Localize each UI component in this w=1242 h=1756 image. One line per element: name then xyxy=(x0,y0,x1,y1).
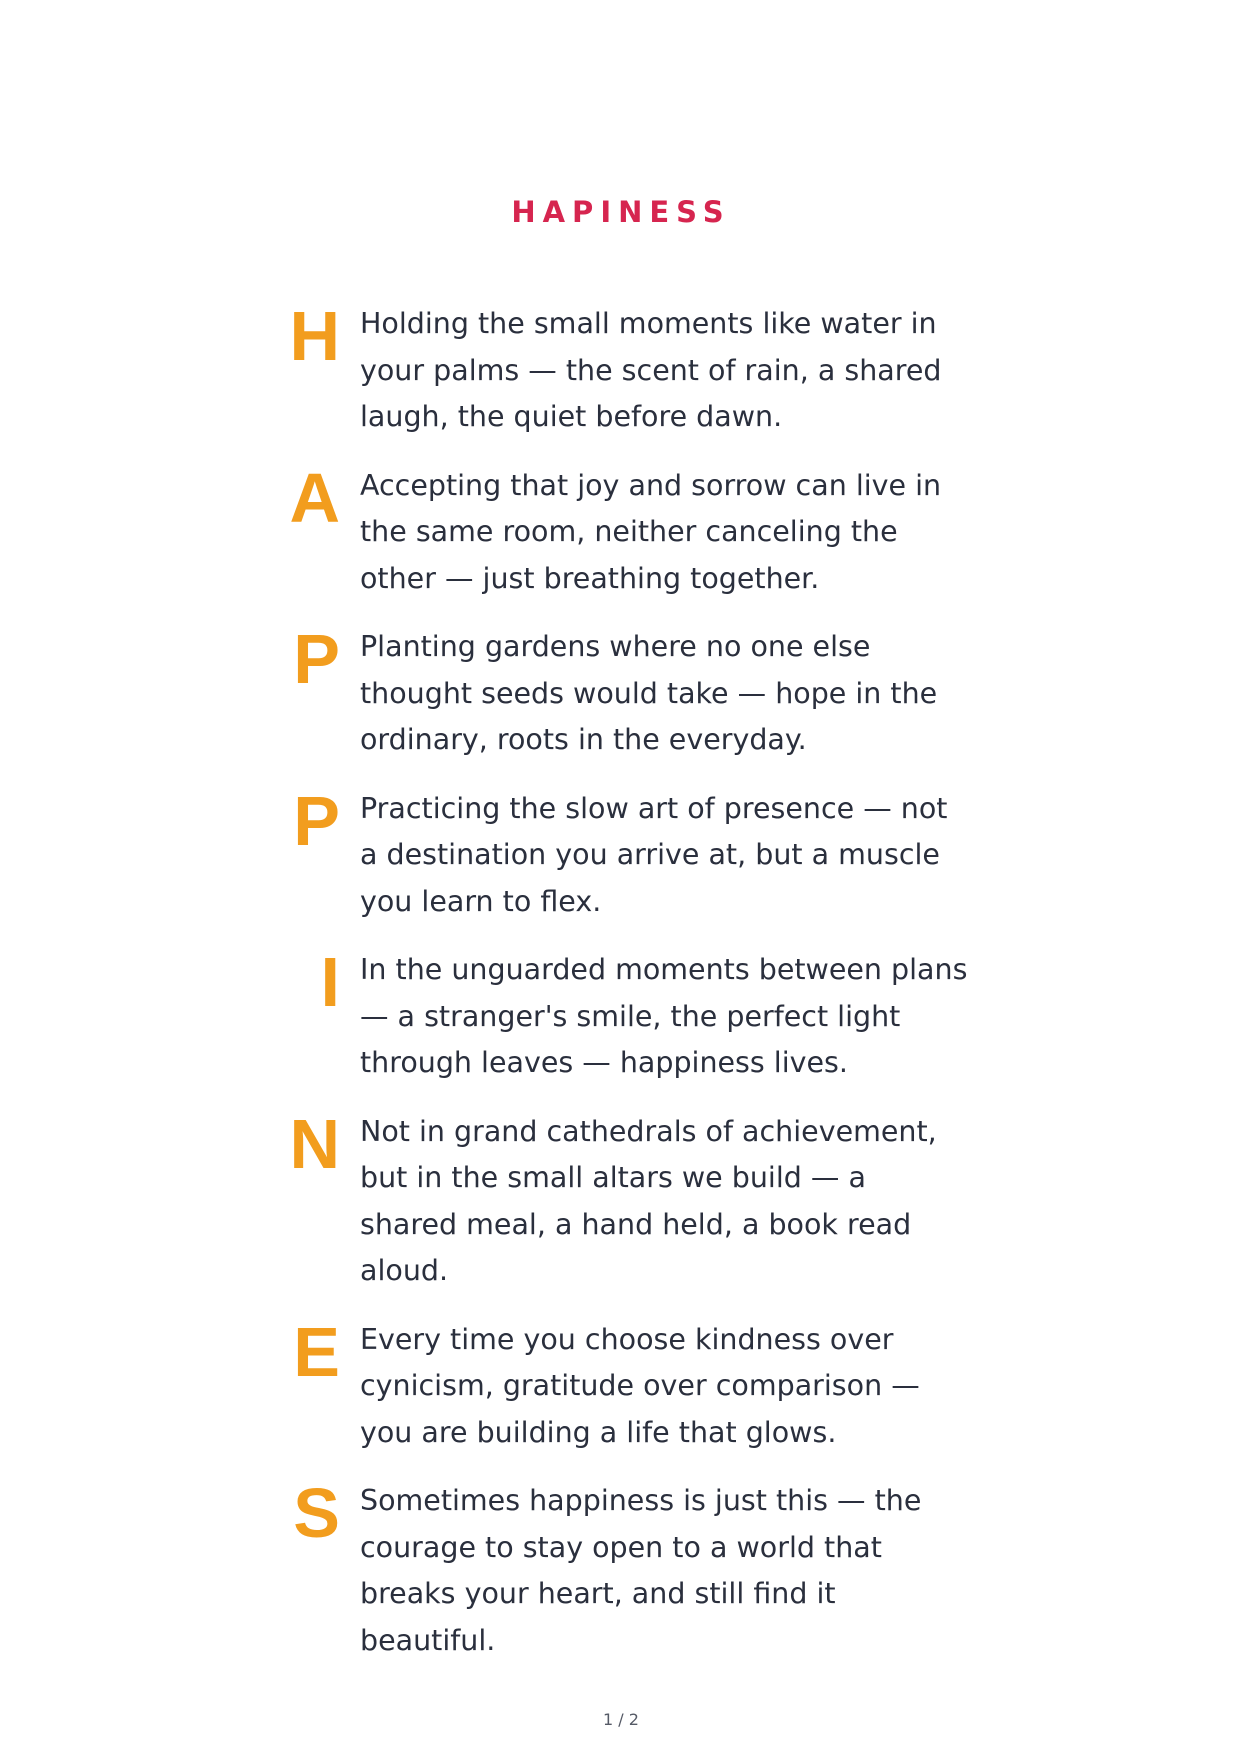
stanza xyxy=(280,943,980,1087)
stanza xyxy=(280,297,980,441)
stanza-initial: N xyxy=(289,1104,340,1183)
page-number: 1 / 2 xyxy=(603,1710,639,1729)
stanza-initial: P xyxy=(293,620,340,698)
acrostic-poem xyxy=(280,297,980,1693)
stanza-text: Every time you choose kindness over cynicism, gratitude over comparison — you are building a life that glows. xyxy=(360,1322,920,1449)
page-title: HAPINESS xyxy=(511,195,731,229)
stanza-text: Accepting that joy and sorrow can live in the same room, neither canceling the other — just breathing together. xyxy=(360,468,942,595)
stanza xyxy=(280,1474,980,1664)
stanza xyxy=(280,620,980,764)
stanza-initial: H xyxy=(289,297,340,375)
stanza-text: Planting gardens where no one else thought seeds would take — hope in the ordinary, roots in the everyday. xyxy=(360,630,938,756)
stanza-initial: S xyxy=(293,1474,340,1552)
stanza-initial: P xyxy=(293,781,340,860)
stanza-initial: I xyxy=(320,943,340,1021)
stanza-text: Not in grand cathedrals of achievement, but in the small altars we build — a shared meal, a hand held, a book read aloud. xyxy=(360,1114,937,1287)
stanza-text: Practicing the slow art of presence — not a destination you arrive at, but a muscle you learn to flex. xyxy=(360,791,948,918)
stanza xyxy=(280,1312,980,1457)
stanza-text: In the unguarded moments between plans — a stranger's smile, the perfect light through leaves — happiness lives. xyxy=(360,953,968,1079)
stanza-text: Holding the small moments like water in your palms — the scent of rain, a shared laugh, the quiet before dawn. xyxy=(360,307,942,433)
stanza-text: Sometimes happiness is just this — the courage to stay open to a world that breaks your heart, and still find it beautiful. xyxy=(360,1484,922,1657)
stanza xyxy=(280,781,980,926)
stanza-initial: E xyxy=(293,1312,340,1391)
stanza-initial: A xyxy=(289,458,340,537)
stanza xyxy=(280,1104,980,1295)
stanza xyxy=(280,458,980,603)
